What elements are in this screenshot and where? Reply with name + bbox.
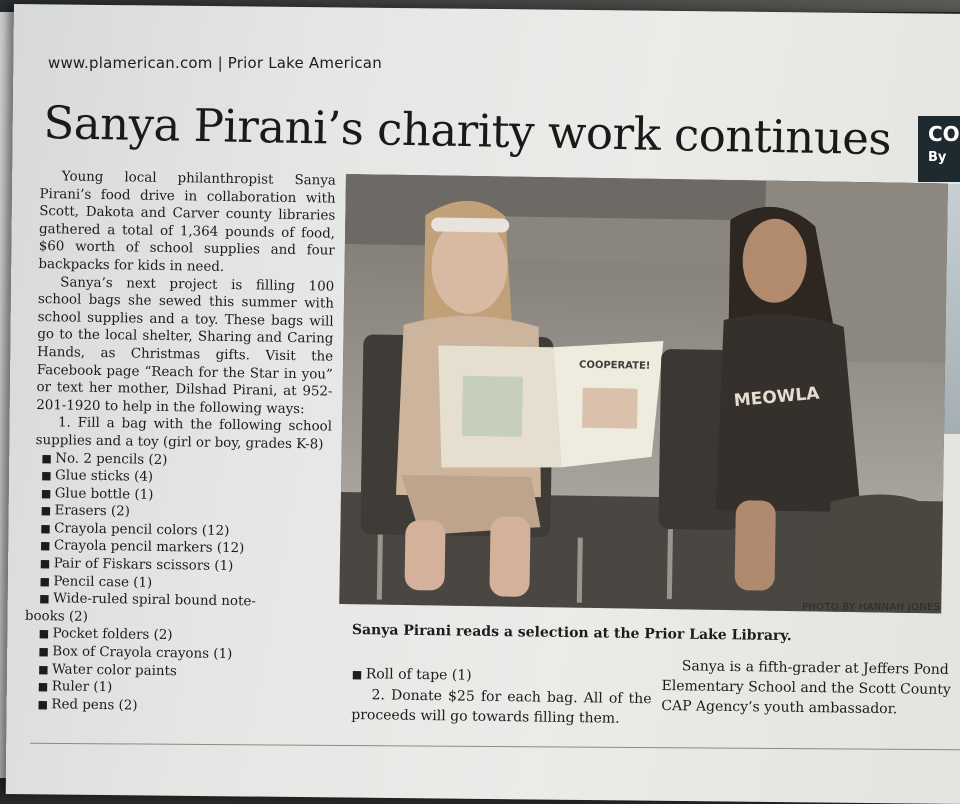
step-1: 1. Fill a bag with the following school supplies and a toy (girl or boy, grades K-8) <box>35 415 333 453</box>
list-item: ■ Erasers (2) <box>34 502 330 524</box>
supplies-list-2 <box>31 625 328 718</box>
article-column-right <box>661 656 960 720</box>
list-item: ■ Crayola pencil markers (12) <box>34 537 330 559</box>
list-item: ■ Pocket folders (2) <box>33 625 329 647</box>
paragraph-1: Young local philanthropist Sanya Pirani’s food drive in collaboration with Scott, Dakota and Carver county libraries gathered a total of 1,364 pounds of food, $60 worth of school supplies and four backpacks for kids in need. <box>38 169 336 275</box>
tab-line2: By <box>928 150 947 165</box>
step-2: 2. Donate $25 for each bag. All of the proceeds will go towards filling them. <box>351 687 652 727</box>
list-item: ■ Ruler (1) <box>32 678 328 700</box>
list-item: ■ No. 2 pencils (2) <box>35 449 331 471</box>
list-item: ■ Red pens (2) <box>31 696 327 718</box>
list-item: ■ Glue sticks (4) <box>35 467 331 489</box>
photo-credit: PHOTO BY HANNAH JONES <box>802 602 941 613</box>
closing-paragraph: Sanya is a fifth-grader at Jeffers Pond Elementary School and the Scott County CAP Agency’s youth ambassador. <box>661 658 951 718</box>
photo-shelf <box>505 217 746 265</box>
shirt-text: MEOWLA <box>733 383 821 412</box>
list-item-text: Roll of tape (1) <box>365 666 472 684</box>
article-column-middle <box>351 664 652 729</box>
photo-caption: Sanya Pirani reads a selection at the Prior Lake Library. <box>351 622 792 645</box>
list-item: ■ Crayola pencil colors (12) <box>34 520 330 542</box>
list-item-continuation: books (2) <box>24 608 88 625</box>
list-item: ■ Pencil case (1) <box>33 573 329 595</box>
masthead-site: www.plamerican.com | Prior Lake American <box>48 54 382 72</box>
list-item: ■ Wide-ruled spiral bound note- <box>33 590 329 612</box>
photo-illustration <box>339 174 948 613</box>
article-column-left <box>24 168 336 718</box>
adjacent-article-tab <box>918 116 960 182</box>
paragraph-2: Sanya’s next project is filling 100 school bags she sewed this summer with school supplies and a toy. These bags will go to the local shelter, Sharing and Caring Hands, as Christmas gifts. Visit the Facebook page “Reach for the Star in you” or text her mother, Dilshad Pirani, at 952-201-1920 to help in the following ways: <box>36 274 335 417</box>
list-item: ■ Pair of Fiskars scissors (1) <box>34 555 330 577</box>
list-item: ■ Water color paints <box>32 661 328 683</box>
article-photo <box>339 174 948 613</box>
article-headline: Sanya Pirani’s charity work continues <box>42 96 892 166</box>
open-book <box>436 337 663 471</box>
supplies-list <box>33 449 331 612</box>
list-item: ■ Box of Crayola crayons (1) <box>32 643 328 665</box>
list-item: ■ Glue bottle (1) <box>35 485 331 507</box>
tab-line1: CO <box>928 122 960 146</box>
girl-right-dress <box>716 313 864 512</box>
book-title: COOPERATE! <box>578 359 651 372</box>
